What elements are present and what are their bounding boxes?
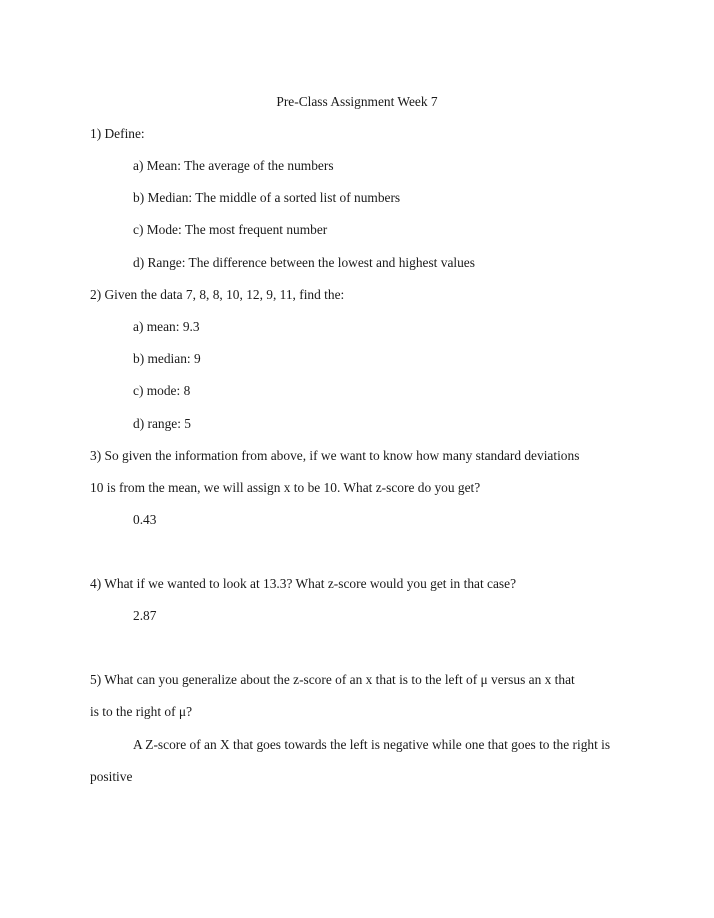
question-5-answer-line-1: A Z-score of an X that goes towards the left is negative while one that goes to the right is — [133, 737, 611, 752]
q1-item-mode: c) Mode: The most frequent number — [133, 222, 328, 237]
page-title: Pre-Class Assignment Week 7 — [276, 94, 438, 109]
question-3-line-1: 3) So given the information from above, if we want to know how many standard deviations — [90, 448, 580, 463]
q1-item-mean: a) Mean: The average of the numbers — [133, 158, 334, 173]
q1-item-range: d) Range: The difference between the lowest and highest values — [133, 255, 475, 270]
q2-answer-mode: c) mode: 8 — [133, 383, 191, 398]
question-5-line-2: is to the right of μ? — [90, 704, 193, 719]
q2-answer-range: d) range: 5 — [133, 416, 192, 431]
q2-answer-mean: a) mean: 9.3 — [133, 319, 200, 334]
question-2-heading: 2) Given the data 7, 8, 8, 10, 12, 9, 11, find the: — [90, 287, 345, 302]
question-1-heading: 1) Define: — [90, 126, 145, 141]
question-4-line-1: 4) What if we wanted to look at 13.3? What z-score would you get in that case? — [90, 576, 517, 591]
question-3-line-2: 10 is from the mean, we will assign x to be 10. What z-score do you get? — [90, 480, 481, 495]
question-3-answer: 0.43 — [133, 512, 157, 527]
q1-item-median: b) Median: The middle of a sorted list of numbers — [133, 190, 401, 205]
q2-answer-median: b) median: 9 — [133, 351, 201, 366]
question-4-answer: 2.87 — [133, 608, 157, 623]
question-5-line-1: 5) What can you generalize about the z-score of an x that is to the left of μ versus an x that — [90, 672, 575, 687]
question-5-answer-line-2: positive — [90, 769, 133, 784]
